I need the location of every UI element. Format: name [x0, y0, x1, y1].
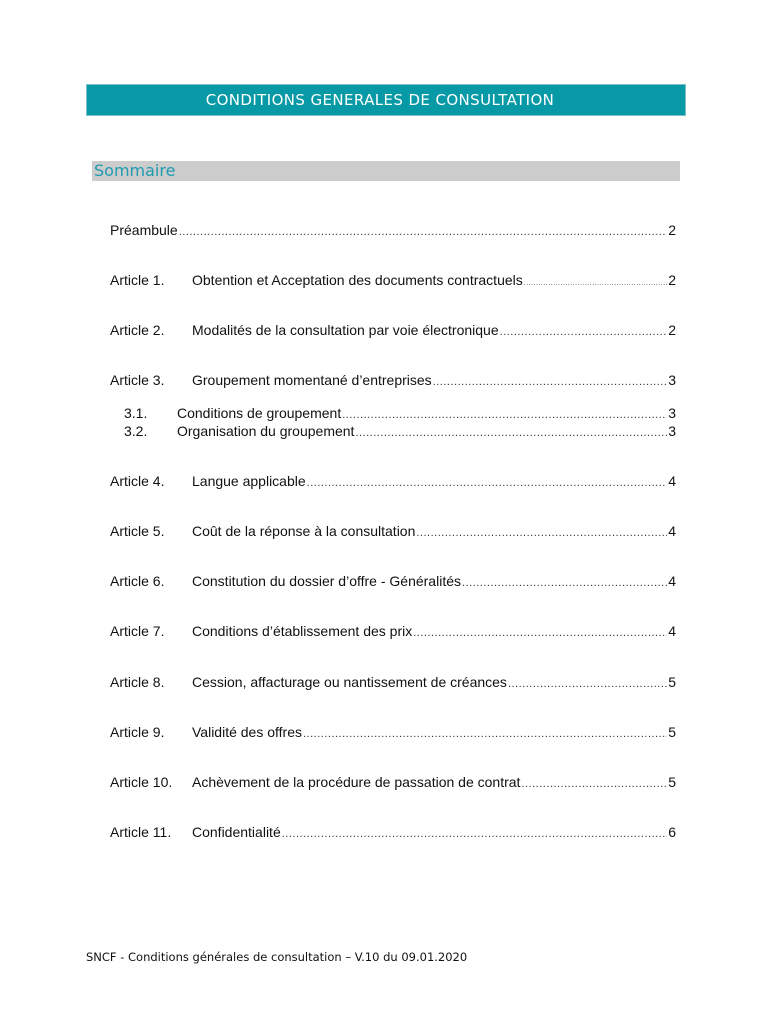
toc-page-number: 3	[668, 372, 676, 388]
toc-entry-number: Article 2.	[110, 322, 165, 338]
toc-entry-title: Préambule	[110, 222, 178, 238]
toc-entry-title: Coût de la réponse à la consultation	[192, 523, 416, 539]
toc-entry-title: Validité des offres	[192, 724, 302, 740]
toc-entry-number: Article 5.	[110, 523, 165, 539]
summary-heading: Sommaire	[94, 161, 176, 180]
toc-entry-title: Organisation du groupement	[177, 423, 355, 439]
toc-entry-article-2[interactable]	[110, 321, 676, 339]
toc-entry-article-6[interactable]	[110, 572, 676, 590]
toc-entry-preambule[interactable]	[110, 221, 676, 239]
toc-leader-dots	[307, 474, 668, 492]
toc-entry-number: 3.1.	[124, 405, 148, 421]
toc-page-number: 3	[668, 405, 676, 421]
toc-entry-article-11[interactable]	[110, 823, 676, 841]
toc-entry-3-1[interactable]	[124, 404, 676, 422]
toc-page-number: 4	[668, 573, 676, 589]
summary-heading-bar	[92, 161, 680, 181]
document-title: CONDITIONS GENERALES DE CONSULTATION	[205, 91, 555, 109]
toc-entry-number: Article 1.	[110, 272, 165, 288]
toc-entry-title: Modalités de la consultation par voie électronique	[192, 322, 499, 338]
toc-leader-dots	[413, 624, 667, 642]
page-footer: SNCF - Conditions générales de consultation – V.10 du 09.01.2020	[86, 950, 468, 964]
toc-entry-number: Article 10.	[110, 774, 173, 790]
toc-leader-dots	[521, 775, 667, 793]
toc-entry-article-9[interactable]	[110, 723, 676, 741]
toc-page-number: 5	[668, 724, 676, 740]
toc-leader-dots	[416, 524, 667, 542]
toc-page-number: 4	[668, 623, 676, 639]
toc-leader-dots	[282, 825, 667, 843]
toc-entry-number: Article 7.	[110, 623, 165, 639]
toc-leader-dots	[179, 223, 668, 241]
toc-page-number: 4	[668, 523, 676, 539]
toc-entry-number: 3.2.	[124, 423, 148, 439]
toc-entry-title: Achèvement de la procédure de passation de contrat	[192, 774, 521, 790]
toc-leader-dots	[462, 574, 667, 592]
toc-entry-title: Confidentialité	[192, 824, 281, 840]
toc-page-number: 6	[668, 824, 676, 840]
document-title-banner	[86, 84, 686, 116]
toc-entry-article-3[interactable]	[110, 371, 676, 389]
toc-entry-title: Constitution du dossier d’offre - Généralités	[192, 573, 461, 589]
toc-entry-3-2[interactable]	[124, 422, 676, 440]
toc-entry-article-5[interactable]	[110, 522, 676, 540]
toc-entry-article-4[interactable]	[110, 472, 676, 490]
toc-entry-number: Article 6.	[110, 573, 165, 589]
toc-entry-article-10[interactable]	[110, 773, 676, 791]
toc-entry-number: Article 8.	[110, 674, 165, 690]
toc-page-number: 2	[668, 322, 676, 338]
toc-entry-article-1[interactable]	[110, 271, 676, 289]
toc-entry-number: Article 11.	[110, 824, 172, 840]
toc-leader-dots	[433, 373, 668, 391]
toc-entry-article-8[interactable]	[110, 673, 676, 691]
toc-entry-title: Conditions d’établissement des prix	[192, 623, 413, 639]
toc-page-number: 5	[668, 674, 676, 690]
toc-entry-title: Conditions de groupement	[177, 405, 342, 421]
toc-page-number: 3	[668, 423, 676, 439]
toc-entry-title: Obtention et Acceptation des documents contractuels	[192, 272, 523, 288]
toc-entry-number: Article 4.	[110, 473, 165, 489]
toc-leader-dots	[303, 725, 667, 743]
toc-entry-article-7[interactable]	[110, 622, 676, 640]
toc-page-number: 2	[668, 272, 676, 288]
toc-entry-number: Article 3.	[110, 372, 165, 388]
toc-leader-dots	[524, 275, 667, 293]
toc-page-number: 5	[668, 774, 676, 790]
toc-leader-dots	[355, 424, 667, 442]
toc-leader-dots	[500, 323, 668, 341]
toc-entry-title: Langue applicable	[192, 473, 306, 489]
toc-page-number: 4	[668, 473, 676, 489]
toc-entry-title: Cession, affacturage ou nantissement de créances	[192, 674, 507, 690]
toc-leader-dots	[508, 675, 667, 693]
toc-entry-number: Article 9.	[110, 724, 165, 740]
toc-page-number: 2	[668, 222, 676, 238]
toc-entry-title: Groupement momentané d’entreprises	[192, 372, 432, 388]
